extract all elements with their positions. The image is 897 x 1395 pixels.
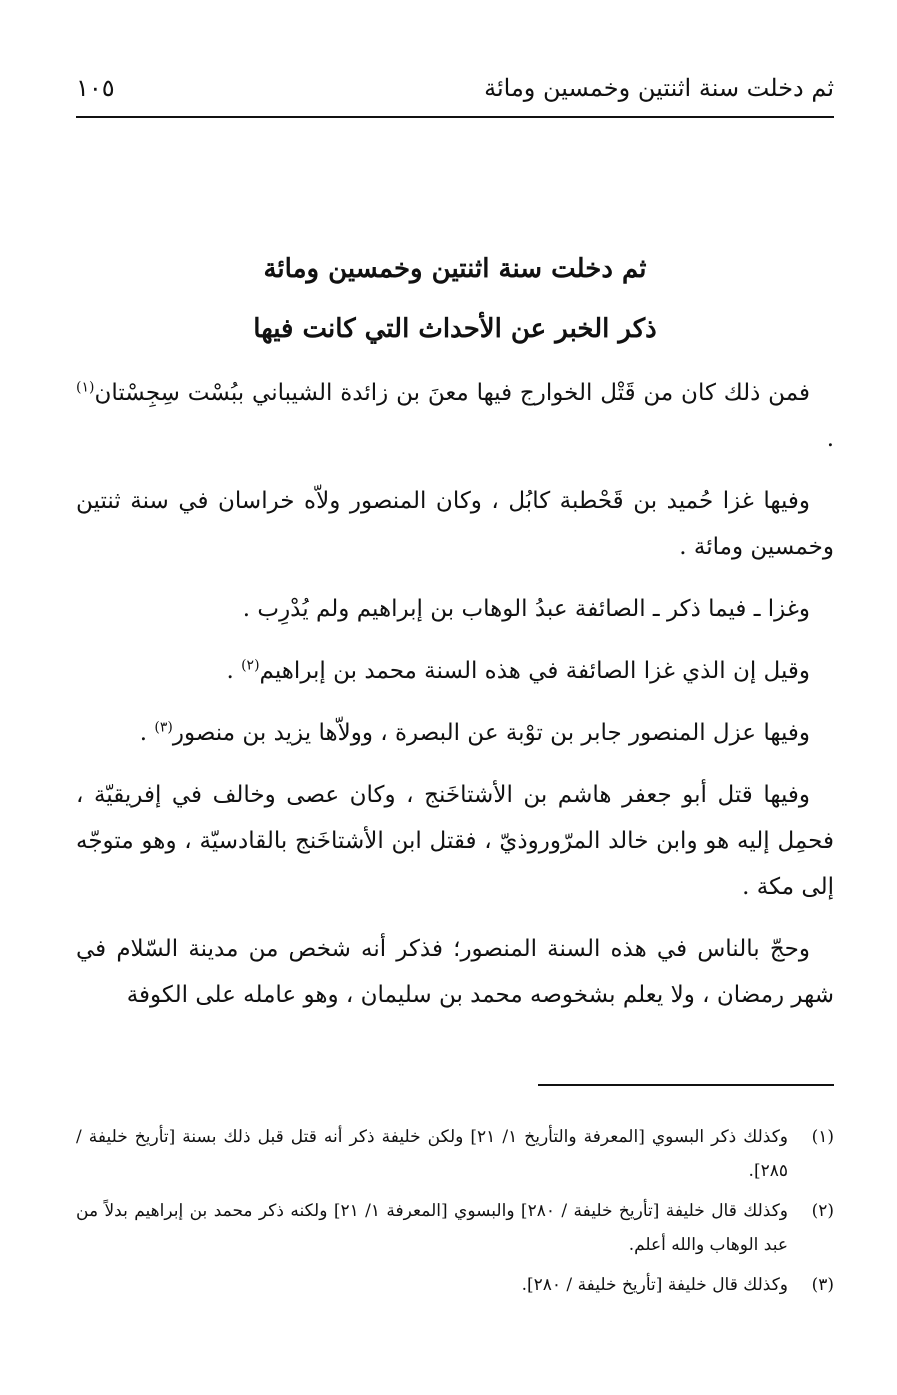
paragraph bbox=[76, 370, 834, 462]
footnote-number: (٢) bbox=[811, 1201, 834, 1221]
footnote bbox=[76, 1120, 834, 1188]
footnote-number: (١) bbox=[811, 1127, 834, 1147]
footnote-text: وكذلك قال خليفة [تأريخ خليفة / ٢٨٠] والبسوي [المعرفة ١/ ٢١] ولكنه ذكر محمد بن إبراهيم بدلاً من عبد الوهاب والله أعلم. bbox=[76, 1201, 788, 1255]
running-title: ثم دخلت سنة اثنتين وخمسين ومائة bbox=[484, 74, 834, 102]
footnote bbox=[76, 1194, 834, 1262]
paragraph-text: وفيها غزا حُميد بن قَحْطبة كابُل ، وكان المنصور ولاّه خراسان في سنة ثنتين وخمسين ومائة . bbox=[76, 488, 834, 560]
paragraph bbox=[76, 772, 834, 910]
footnote-number: (٣) bbox=[811, 1275, 834, 1295]
paragraph-text: وفيها قتل أبو جعفر هاشم بن الأشتاخَنج ، وكان عصى وخالف في إفريقيّة ، فحمِل إليه هو وابن خالد المرّوروذيّ ، فقتل ابن الأشتاخَنج بالقادسيّة ، وهو متوجّه إلى مكة . bbox=[76, 782, 834, 900]
footnote-text: وكذلك قال خليفة [تأريخ خليفة / ٢٨٠]. bbox=[521, 1275, 788, 1295]
paragraph-text: وغزا ـ فيما ذكر ـ الصائفة عبدُ الوهاب بن إبراهيم ولم يُدْرِب . bbox=[242, 596, 810, 622]
chapter-title: ثم دخلت سنة اثنتين وخمسين ومائة bbox=[263, 254, 647, 284]
paragraph-text: فمن ذلك كان من قَتْل الخوارج فيها معنَ بن زائدة الشيباني ببُسْت سِجِسْتان bbox=[94, 380, 810, 406]
paragraph bbox=[76, 710, 834, 756]
footnote-ref: (٢) bbox=[241, 657, 260, 674]
footnotes bbox=[76, 1120, 834, 1308]
paragraph-tail: . bbox=[226, 658, 242, 684]
footnote bbox=[76, 1268, 834, 1302]
paragraph-tail: . bbox=[139, 720, 155, 746]
footnote-text: وكذلك ذكر البسوي [المعرفة والتأريخ ١/ ٢١] ولكن خليفة ذكر أنه قتل قبل ذلك بسنة [تأريخ خليفة / ٢٨٥]. bbox=[76, 1127, 789, 1181]
footnote-ref: (٣) bbox=[154, 719, 173, 736]
footnote-divider bbox=[538, 1084, 834, 1086]
paragraph bbox=[76, 586, 834, 632]
paragraph-tail: . bbox=[826, 426, 834, 452]
paragraph-text: وفيها عزل المنصور جابر بن توْبة عن البصرة ، وولاّها يزيد بن منصور bbox=[172, 720, 810, 746]
chapter-subtitle: ذكر الخبر عن الأحداث التي كانت فيها bbox=[253, 314, 657, 344]
paragraph-text: وحجّ بالناس في هذه السنة المنصور؛ فذكر أنه شخص من مدينة السّلام في شهر رمضان ، ولا يعلم بشخوصه محمد بن سليمان ، وهو عامله على الكوفة bbox=[76, 936, 834, 1008]
footnote-ref: (١) bbox=[76, 379, 95, 396]
paragraph bbox=[76, 926, 834, 1018]
paragraph bbox=[76, 648, 834, 694]
paragraph-text: وقيل إن الذي غزا الصائفة في هذه السنة محمد بن إبراهيم bbox=[259, 658, 810, 684]
running-header bbox=[76, 70, 834, 118]
body-text bbox=[76, 370, 834, 1034]
paragraph bbox=[76, 478, 834, 570]
page-number: ١٠٥ bbox=[76, 74, 115, 102]
